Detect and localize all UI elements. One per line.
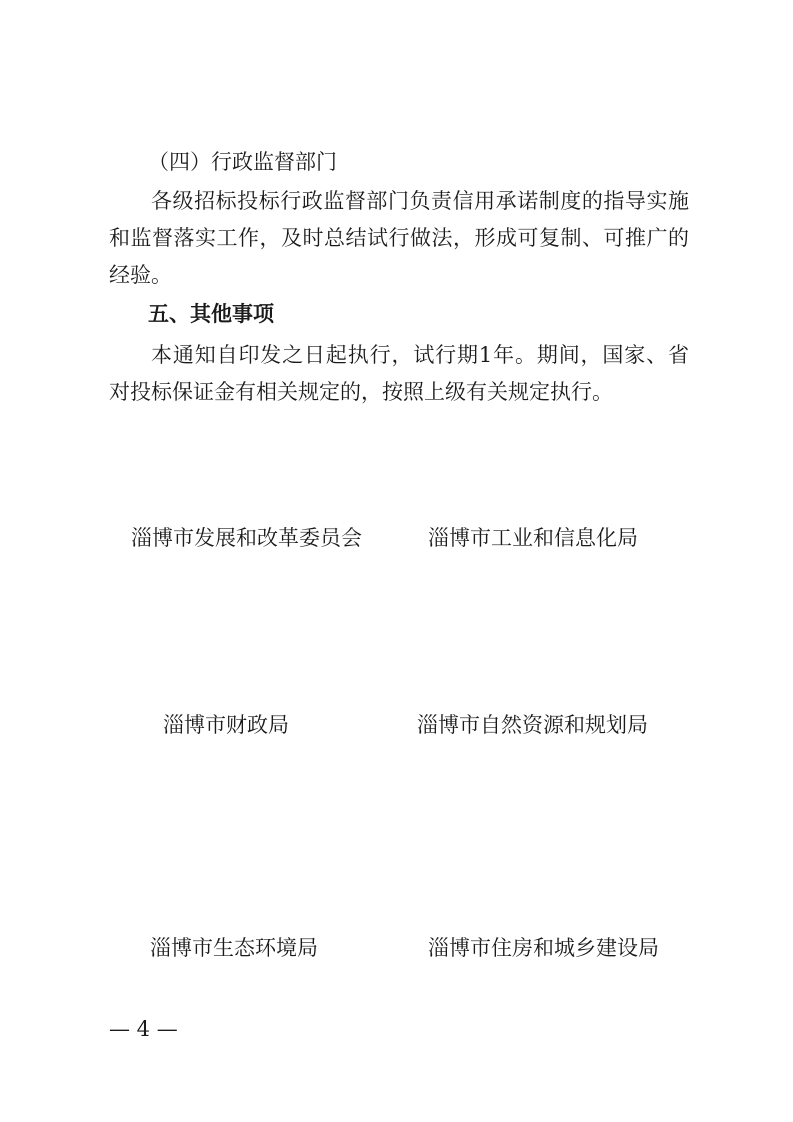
section-4-heading: （四）行政监督部门 xyxy=(148,150,337,174)
signature-industry-it-bureau: 淄博市工业和信息化局 xyxy=(428,526,638,550)
signature-housing-construction-bureau: 淄博市住房和城乡建设局 xyxy=(428,936,659,960)
section-5-body: 本通知自印发之日起执行，试行期1年。期间，国家、省对投标保证金有相关规定的，按照上级有关规定执行。 xyxy=(109,343,689,404)
page-number: — 4 — xyxy=(109,1017,178,1041)
signature-development-reform-commission: 淄博市发展和改革委员会 xyxy=(131,526,362,550)
signature-finance-bureau: 淄博市财政局 xyxy=(163,713,289,737)
section-5-heading: 五、其他事项 xyxy=(148,302,274,326)
signature-ecology-environment-bureau: 淄博市生态环境局 xyxy=(150,936,318,960)
section-4-body: 各级招标投标行政监督部门负责信用承诺制度的指导实施和监督落实工作，及时总结试行做法，形成可复制、可推广的经验。 xyxy=(109,189,689,287)
signature-natural-resources-bureau: 淄博市自然资源和规划局 xyxy=(417,713,648,737)
